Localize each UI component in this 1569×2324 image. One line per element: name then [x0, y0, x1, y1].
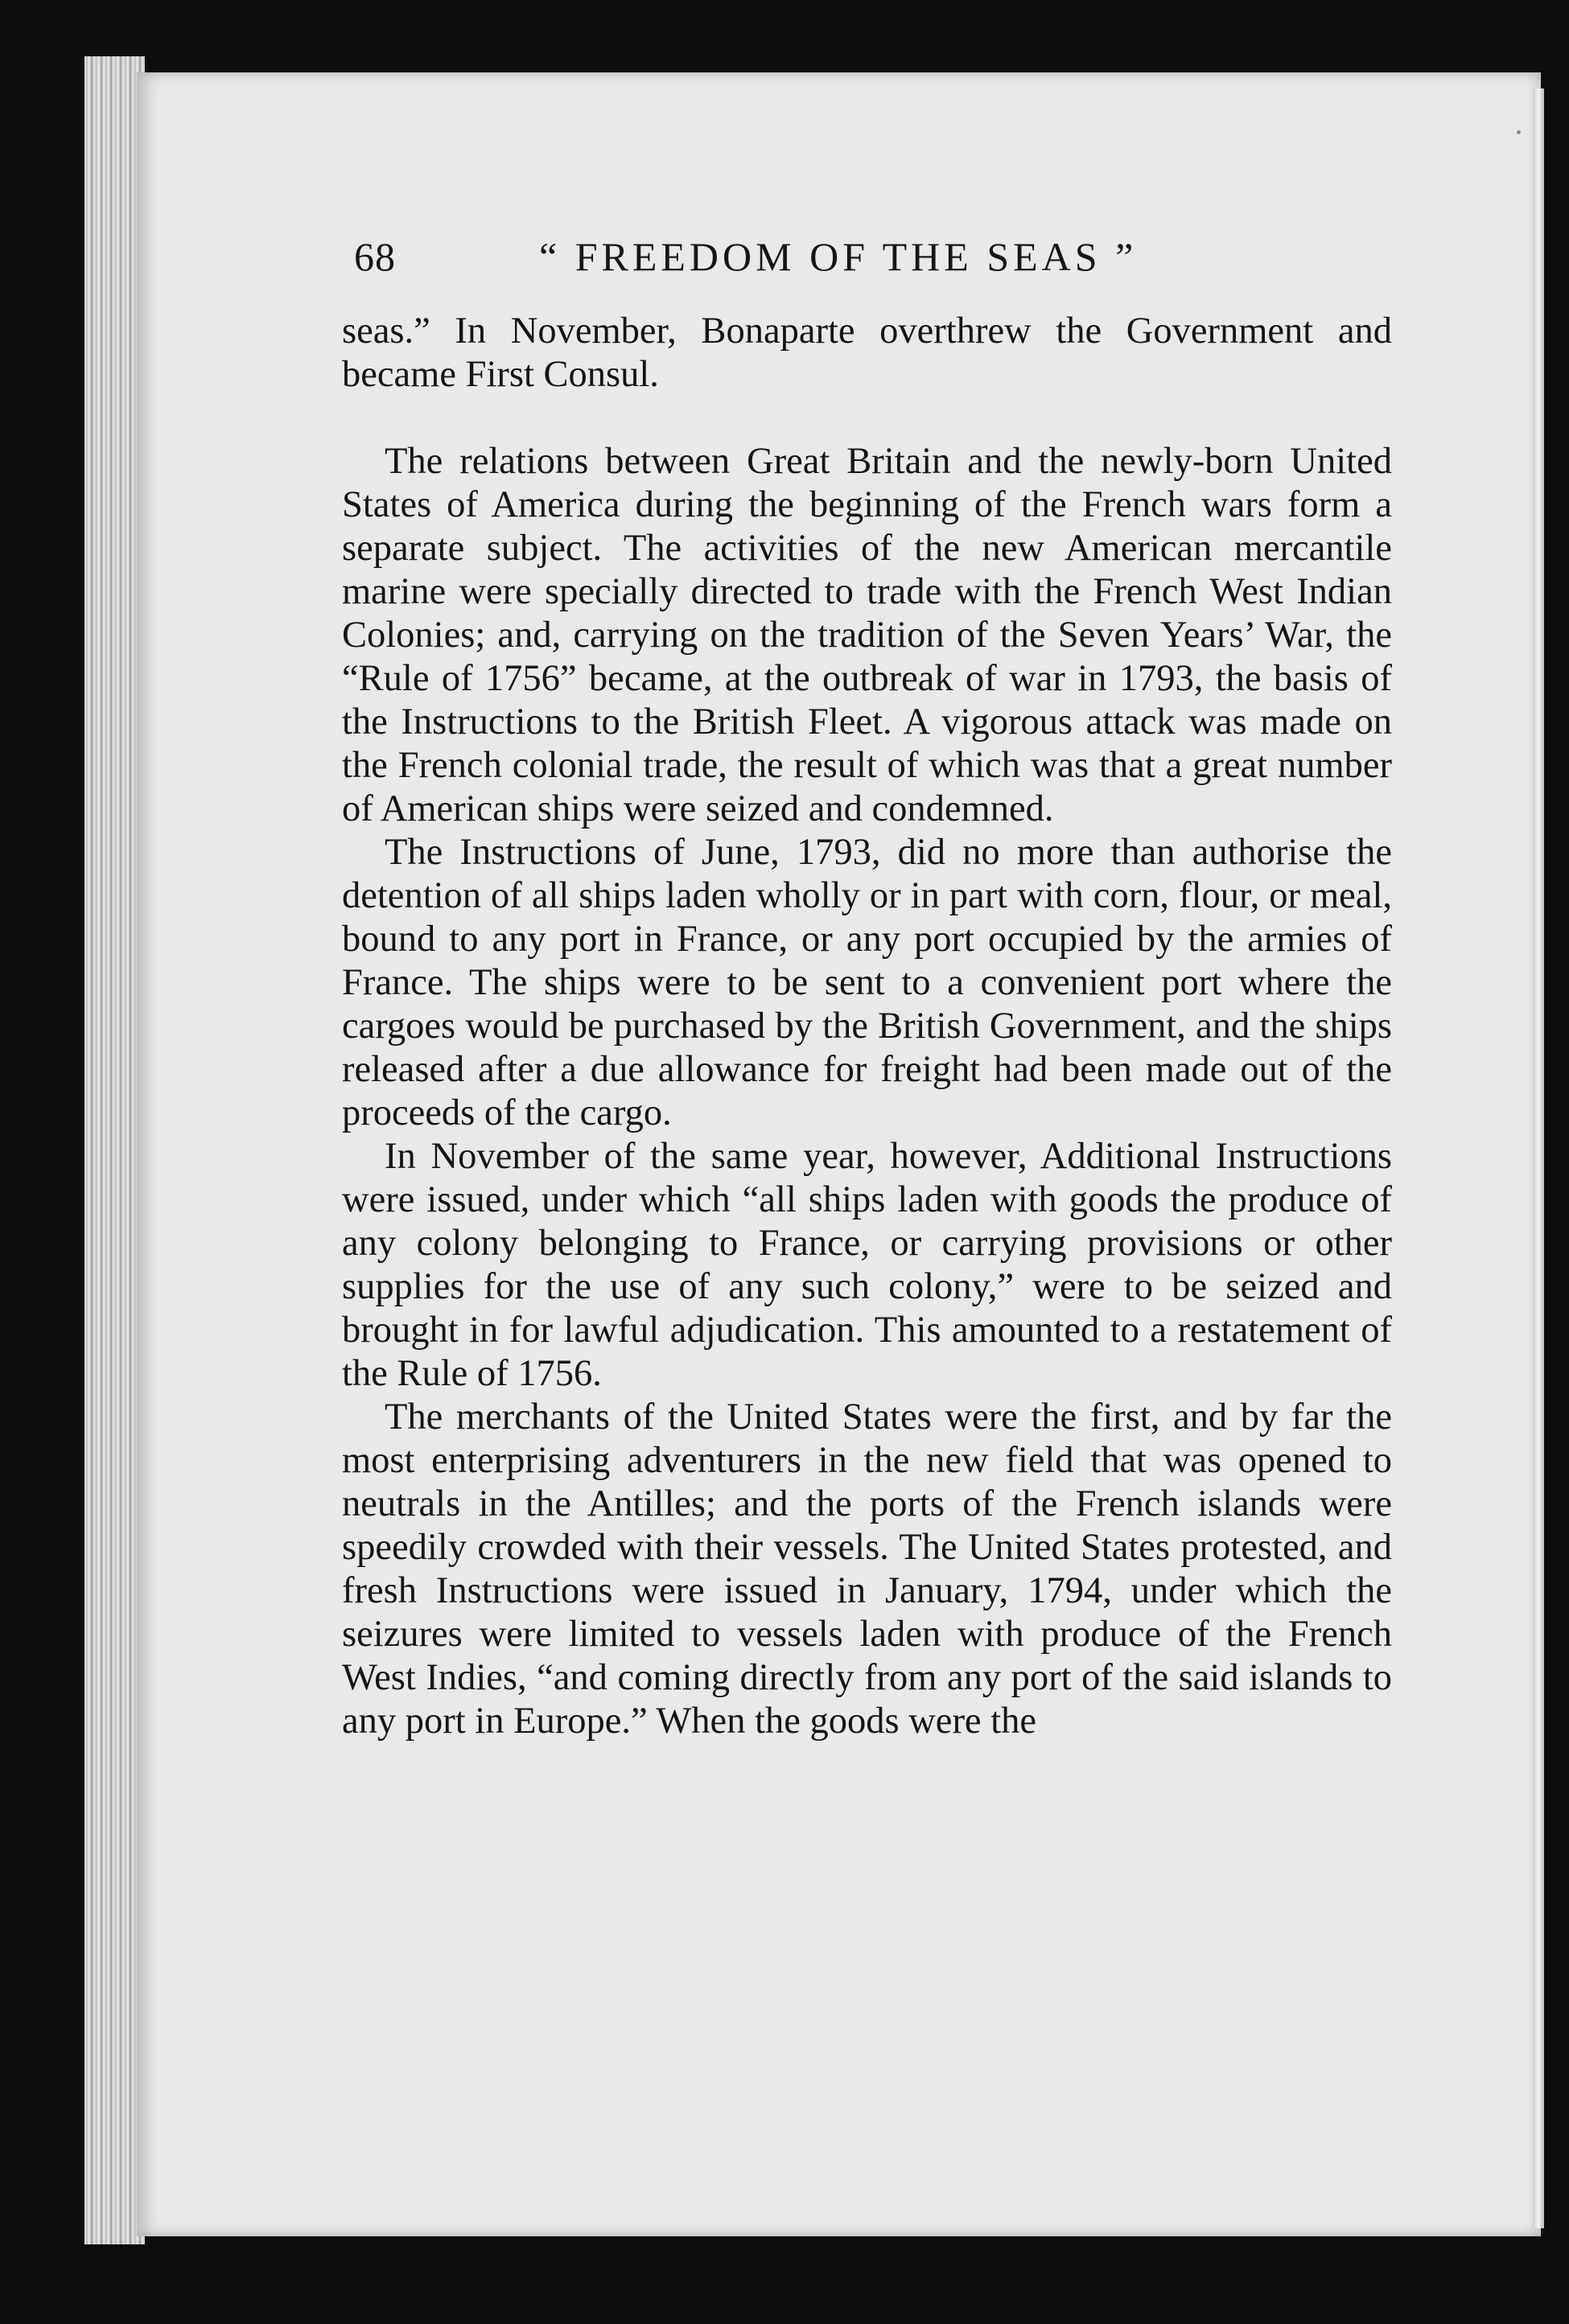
page-number: 68 — [354, 234, 396, 279]
body-text — [342, 310, 1392, 1743]
paragraph-continued: seas.” In November, Bonaparte overthrew the Government and became First Consul. — [342, 311, 1392, 395]
paragraph: The Instructions of June, 1793, did no more than authorise the detention of all ships laden wholly or in part with corn, flour, or meal, bound to any port in France, or any port occupied by the armies of France. The ships were to be sent to a convenient port where the cargoes would be purchased by the British Government, and the ships released after a due allowance for freight had been made out of the proceeds of the cargo. — [342, 832, 1392, 1133]
paragraph: The relations between Great Britain and the newly-born United States of America during the beginning of the French wars form a separate subject. The activities of the new American mercantile marine were specially directed to trade with the French West Indian Colonies; and, carrying on the tradition of the Seven Years’ War, the “Rule of 1756” became, at the outbreak of war in 1793, the basis of the Instructions to the British Fleet. A vigorous attack was made on the French colonial trade, the result of which was that a great number of American ships were seized and condemned. — [342, 441, 1392, 829]
paragraph: The merchants of the United States were the first, and by far the most enterprising adventurers in the new field that was opened to neutrals in the Antilles; and the ports of the French islands were speedily crowded with their vessels. The United States protested, and fresh Instructions were issued in January, 1794, under which the seizures were limited to vessels laden with produce of the French West Indies, “and coming directly from any port of the said islands to any port in Europe.” When the goods were the — [342, 1396, 1392, 1742]
book-binding-edge — [84, 56, 145, 2244]
page-right-edge — [1533, 88, 1544, 2228]
dust-speck — [1517, 130, 1521, 134]
page-header — [354, 233, 1400, 298]
running-title: “ FREEDOM OF THE SEAS ” — [539, 234, 1138, 279]
paragraph: In November of the same year, however, Additional Instructions were issued, under which “all ships laden with goods the produce of any colony belonging to France, or carrying provisions or other supplies for the use of any such colony,” were to be seized and brought in for lawful adjudication. This amounted to a restatement of the Rule of 1756. — [342, 1136, 1392, 1394]
